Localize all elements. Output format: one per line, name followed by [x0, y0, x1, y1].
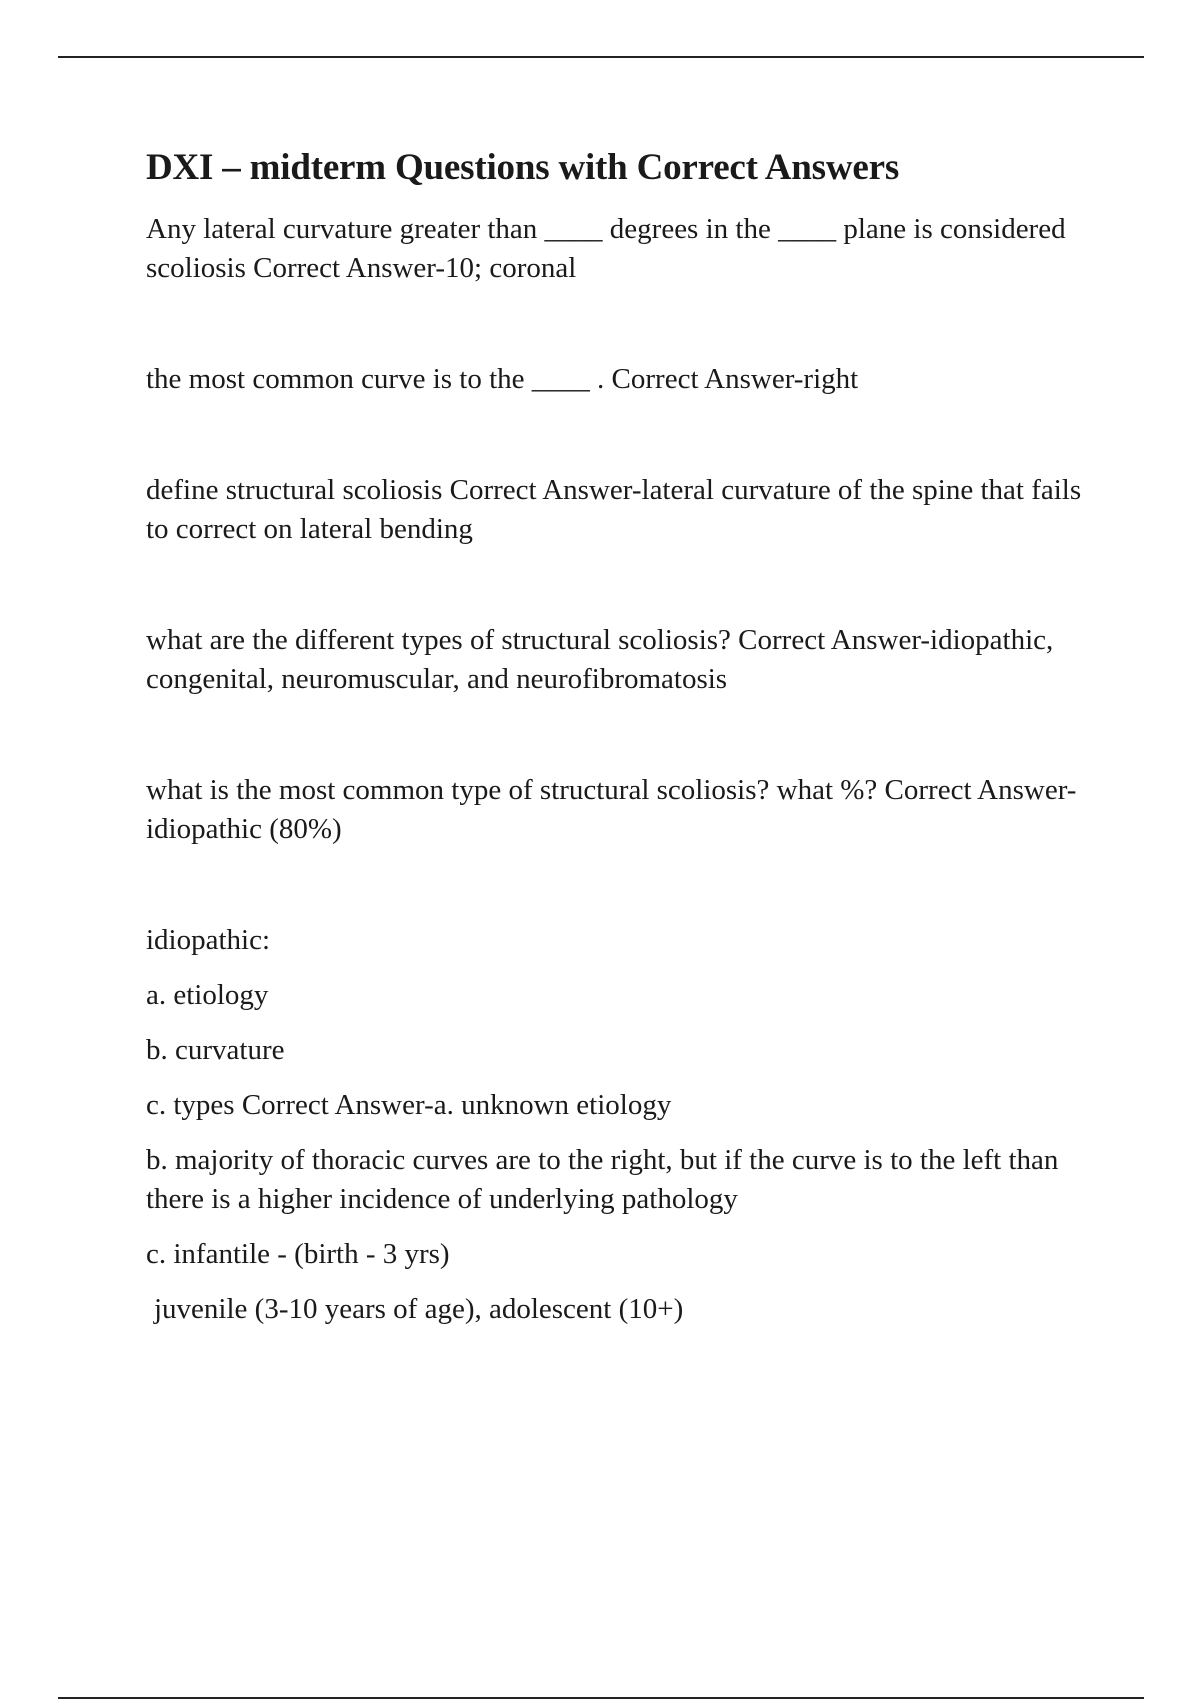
qa-entry-3: define structural scoliosis Correct Answer-lateral curvature of the spine that fails to correct on lateral bending — [146, 474, 1082, 545]
idiopathic-item-b: b. curvature — [146, 1034, 285, 1066]
idiopathic-answer-c-cont: juvenile (3-10 years of age), adolescent (10+) — [154, 1293, 684, 1325]
qa-entry-5: what is the most common type of structural scoliosis? what %? Correct Answer-idiopathic (80%) — [146, 774, 1077, 845]
footer-rule — [58, 1697, 1144, 1699]
idiopathic-heading: idiopathic: — [146, 924, 271, 956]
idiopathic-answer-c: c. infantile - (birth - 3 yrs) — [146, 1238, 450, 1270]
idiopathic-item-c: c. types Correct Answer-a. unknown etiology — [146, 1089, 672, 1121]
idiopathic-item-a: a. etiology — [146, 979, 269, 1011]
idiopathic-answer-b: b. majority of thoracic curves are to the right, but if the curve is to the left than there is a higher incidence of underlying pathology — [146, 1144, 1059, 1215]
qa-entry-2: the most common curve is to the ____ . Correct Answer-right — [146, 363, 859, 395]
document-title: DXI – midterm Questions with Correct Answers — [146, 147, 900, 188]
header-rule — [58, 56, 1144, 58]
document-body — [146, 146, 1086, 1345]
qa-entry-1: Any lateral curvature greater than ____ degrees in the ____ plane is considered scoliosis Correct Answer-10; coronal — [146, 213, 1066, 284]
qa-entry-4: what are the different types of structural scoliosis? Correct Answer-idiopathic, congenital, neuromuscular, and neurofibromatosis — [146, 624, 1054, 695]
